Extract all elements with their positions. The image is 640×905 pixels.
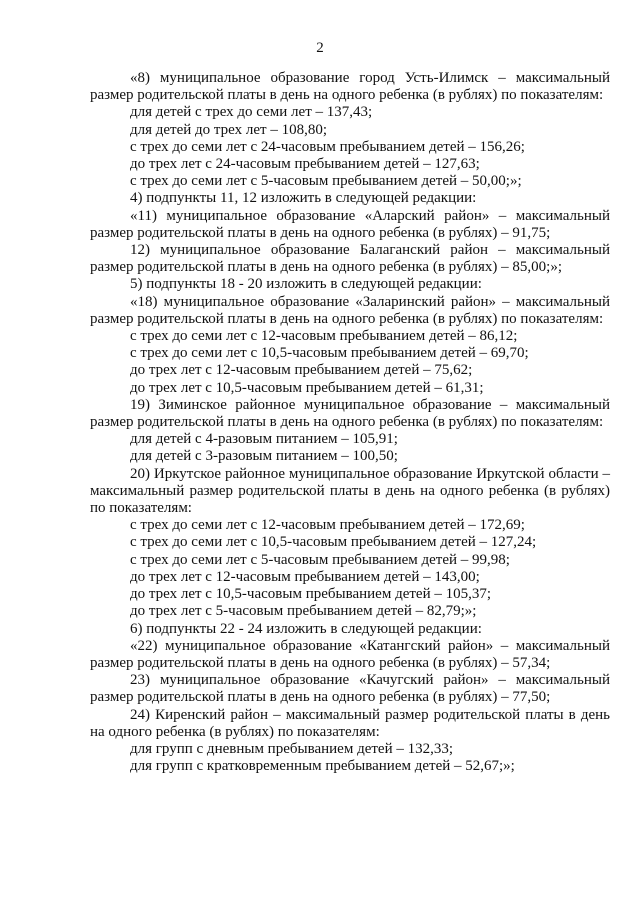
list-item: до трех лет с 12-часовым пребыванием детей – 75,62; [130, 362, 473, 379]
paragraph-item-19: 19) Зиминское районное муниципальное образование – максимальный размер родительской платы в день на одного ребенка (в рублях) по показателям: [90, 396, 610, 431]
list-item: до трех лет с 12-часовым пребыванием детей – 143,00; [130, 568, 480, 585]
list-item: до трех лет с 5-часовым пребыванием детей – 82,79;»; [130, 603, 477, 620]
list-item: с трех до семи лет с 5-часовым пребыванием детей – 50,00;»; [130, 173, 522, 190]
paragraph-item-12: 12) муниципальное образование Балаганский район – максимальный размер родительской платы в день на одного ребенка (в рублях) – 85,00;»; [90, 242, 610, 276]
paragraph-item-24: 24) Киренский район – максимальный размер родительской платы в день на одного ребенка (в рублях) по показателям: [90, 706, 610, 740]
list-item: для групп с дневным пребыванием детей – 132,33; [130, 740, 454, 757]
document-body [90, 70, 610, 775]
list-item: до трех лет с 10,5-часовым пребыванием детей – 61,31; [130, 379, 484, 396]
paragraph-item-20: 20) Иркутское районное муниципальное образование Иркутской области – максимальный размер родительской платы в день на одного ребенка (в рублях) по показателям: [90, 465, 610, 517]
list-item: для групп с кратковременным пребыванием детей – 52,67;»; [130, 758, 515, 775]
list-item: с трех до семи лет с 5-часовым пребыванием детей – 99,98; [130, 551, 510, 568]
list-item: для детей до трех лет – 108,80; [130, 121, 327, 138]
paragraph-item-8: «8) муниципальное образование город Усть-Илимск – максимальный размер родительской платы в день на одного ребенка (в рублях) по показателям: [90, 70, 610, 104]
list-item: до трех лет с 24-часовым пребыванием детей – 127,63; [130, 156, 480, 173]
list-item: до трех лет с 10,5-часовым пребыванием детей – 105,37; [130, 586, 492, 603]
list-item: с трех до семи лет с 12-часовым пребыванием детей – 172,69; [130, 517, 525, 534]
list-item: с трех до семи лет с 10,5-часовым пребыванием детей – 127,24; [130, 534, 537, 551]
paragraph-item-11: «11) муниципальное образование «Аларский район» – максимальный размер родительской платы в день на одного ребенка (в рублях) – 91,75; [90, 207, 610, 241]
page-number: 2 [316, 40, 324, 56]
list-item: для детей с 4-разовым питанием – 105,91; [130, 431, 398, 448]
list-item: для детей с 3-разовым питанием – 100,50; [130, 448, 398, 465]
list-item: с трех до семи лет с 10,5-часовым пребыванием детей – 69,70; [130, 345, 529, 362]
paragraph-item-22: «22) муниципальное образование «Катангский район» – максимальный размер родительской платы в день на одного ребенка (в рублях) – 57,34; [90, 637, 610, 671]
list-item: с трех до семи лет с 12-часовым пребыванием детей – 86,12; [130, 328, 518, 345]
paragraph-item-18: «18) муниципальное образование «Заларинский район» – максимальный размер родительской платы в день на одного ребенка (в рублях) по показателям: [90, 293, 610, 327]
amendment-instruction: 6) подпункты 22 - 24 изложить в следующей редакции: [130, 620, 482, 637]
amendment-instruction: 4) подпункты 11, 12 изложить в следующей редакции: [130, 190, 477, 207]
list-item: с трех до семи лет с 24-часовым пребыванием детей – 156,26; [130, 138, 525, 155]
paragraph-item-23: 23) муниципальное образование «Качугский район» – максимальный размер родительской платы в день на одного ребенка (в рублях) – 77,50; [90, 672, 610, 706]
list-item: для детей с трех до семи лет – 137,43; [130, 104, 373, 121]
amendment-instruction: 5) подпункты 18 - 20 изложить в следующей редакции: [130, 276, 482, 293]
